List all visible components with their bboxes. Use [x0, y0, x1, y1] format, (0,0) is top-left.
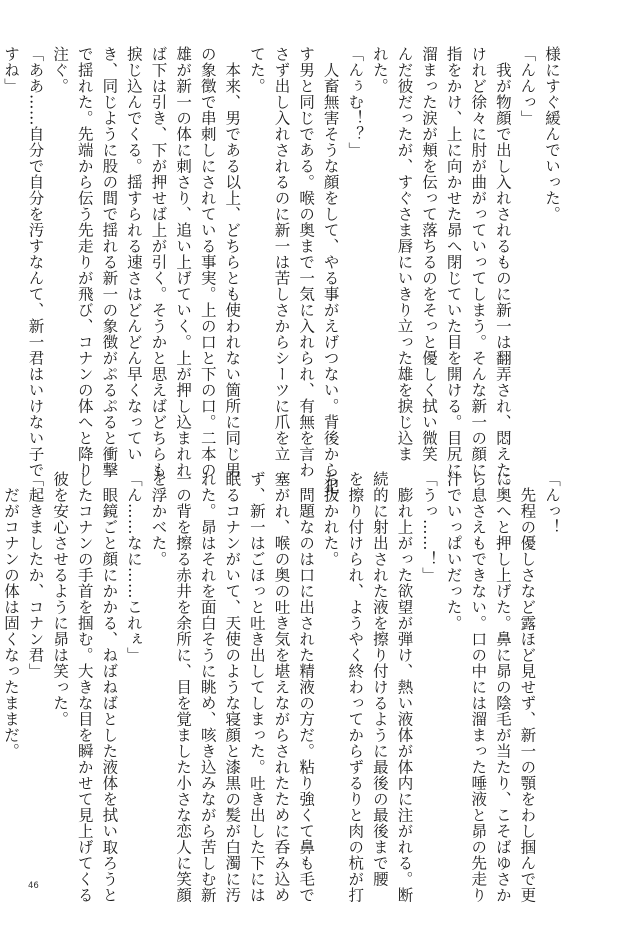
text-line: 彼を安心させるように昴は笑った。 [51, 471, 70, 727]
text-line: 本来、男である以上、どちらとも使われない箇所に同じ男 [223, 46, 242, 478]
text-line: ち抜かれた。 [321, 471, 340, 567]
text-line: 「んんっ」 [518, 46, 537, 126]
text-line: ば下は引き、下が押せば上が引く。そうかと思えばどちらも [149, 46, 168, 478]
text-line: す男と同じである。喉の奥まで一気に入れられ、有無を言わ [297, 46, 316, 478]
text-line: 汁でいっぱいだった。 [444, 471, 463, 631]
text-line: けれど徐々に肘が曲がっていってしまう。そんな新一の顔に [469, 46, 488, 478]
text-line: き、同じように股の間で揺れる新一の象徴がぷるぷると衝撃 [100, 46, 119, 478]
text-line: ら息さえもできない。口の中には溜まった唾液と昴の先走り [469, 471, 488, 903]
text-line: を浮かべた。 [149, 471, 168, 567]
text-line: 眼鏡ごと顔にかかる、ねばねばとした液体を拭い取ろうと [100, 471, 119, 903]
text-line: 塞がれ、喉の奥の吐き気を堪えながらされたために呑み込め [272, 471, 291, 903]
text-line: 「ああ……自分で自分を汚すなんて、新一君はいけない子で [26, 46, 45, 478]
text-line: 「んっ！ [543, 471, 561, 535]
text-line: で揺れた。先端から伝う先走りが飛び、コナンの体へと降り [75, 46, 94, 478]
text-line: 指をかけ、上に向かせた昴へ閉じていた目を開ける。目尻に [444, 46, 463, 478]
text-line: れた。 [370, 46, 389, 94]
text-line: てた。 [247, 46, 266, 94]
text-line: 注ぐ。 [51, 46, 70, 94]
text-block-top [0, 46, 564, 494]
text-line: 捩じ込んでくる。揺すられる速さはどんどん早くなってい [124, 46, 143, 462]
text-line: 「うっ……！」 [420, 471, 439, 583]
text-line: 一の背を擦る赤井を余所に、目を覚ました小さな恋人に笑顔 [174, 471, 193, 903]
text-line: 膨れ上がった欲望が弾け、熱い液体が体内に注がれる。断 [395, 471, 414, 903]
text-line: すね」 [1, 46, 20, 94]
text-line: 人畜無害そうな顔をして、やる事がえげつない。背後から犯 [321, 46, 340, 494]
text-line: だがコナンの体は固くなったままだ。 [1, 471, 20, 759]
text-line: に奥へと押し上げた。鼻に昴の陰毛が当たり、こそばゆさか [493, 471, 512, 903]
text-line: 様にすぐ緩んでいった。 [543, 46, 561, 222]
text-line: を擦り付けられ、ようやく終わってからずるりと肉の杭が打 [346, 471, 365, 903]
text-line: 眠るコナンがいて、天使のような寝顔と漆黒の髪が白濁に汚 [223, 471, 242, 903]
text-line: さず出し入れされるのに新一は苦しさからシーツに爪を立 [272, 46, 291, 462]
text-line: 「起きましたか、コナン君」 [26, 471, 45, 679]
text-line: 問題なのは口に出された精液の方だ。粘り強くて鼻も毛で [297, 471, 316, 903]
text-line: 雄が新一の体に刺さり、追い上げていく。上が押し込まれれ [174, 46, 193, 478]
text-line: 先程の優しさなど露ほど見せず、新一の顎をわし掴んで更 [518, 471, 537, 903]
text-line: ず、新一はごほっと吐き出してしまった。吐き出した下には [247, 471, 266, 903]
text-line: 続的に射出された液を擦り付けるように最後の最後まで腰 [370, 471, 389, 887]
text-line: 溜まった涙が頬を伝って落ちるのをそっと優しく拭い微笑 [420, 46, 439, 462]
page-number: 46 [28, 881, 39, 891]
text-line: 「ん……なに……これぇ」 [124, 471, 143, 663]
text-line: の象徴で串刺しにされている事実。上の口と下の口。二本の [198, 46, 217, 478]
text-line: れた。昴はそれを面白そうに眺め、咳き込みながら苦しむ新 [198, 471, 217, 903]
text-line: したコナンの手首を掴む。大きな目を瞬かせて見上げてくる [75, 471, 94, 903]
text-line: んだ彼だったが、すぐさま唇にいきり立った雄を捩じ込ま [395, 46, 414, 462]
text-line: 我が物顔で出し入れされるものに新一は翻弄され、悶えた。 [493, 46, 512, 494]
text-line: 「んぅむ！？」 [346, 46, 365, 158]
